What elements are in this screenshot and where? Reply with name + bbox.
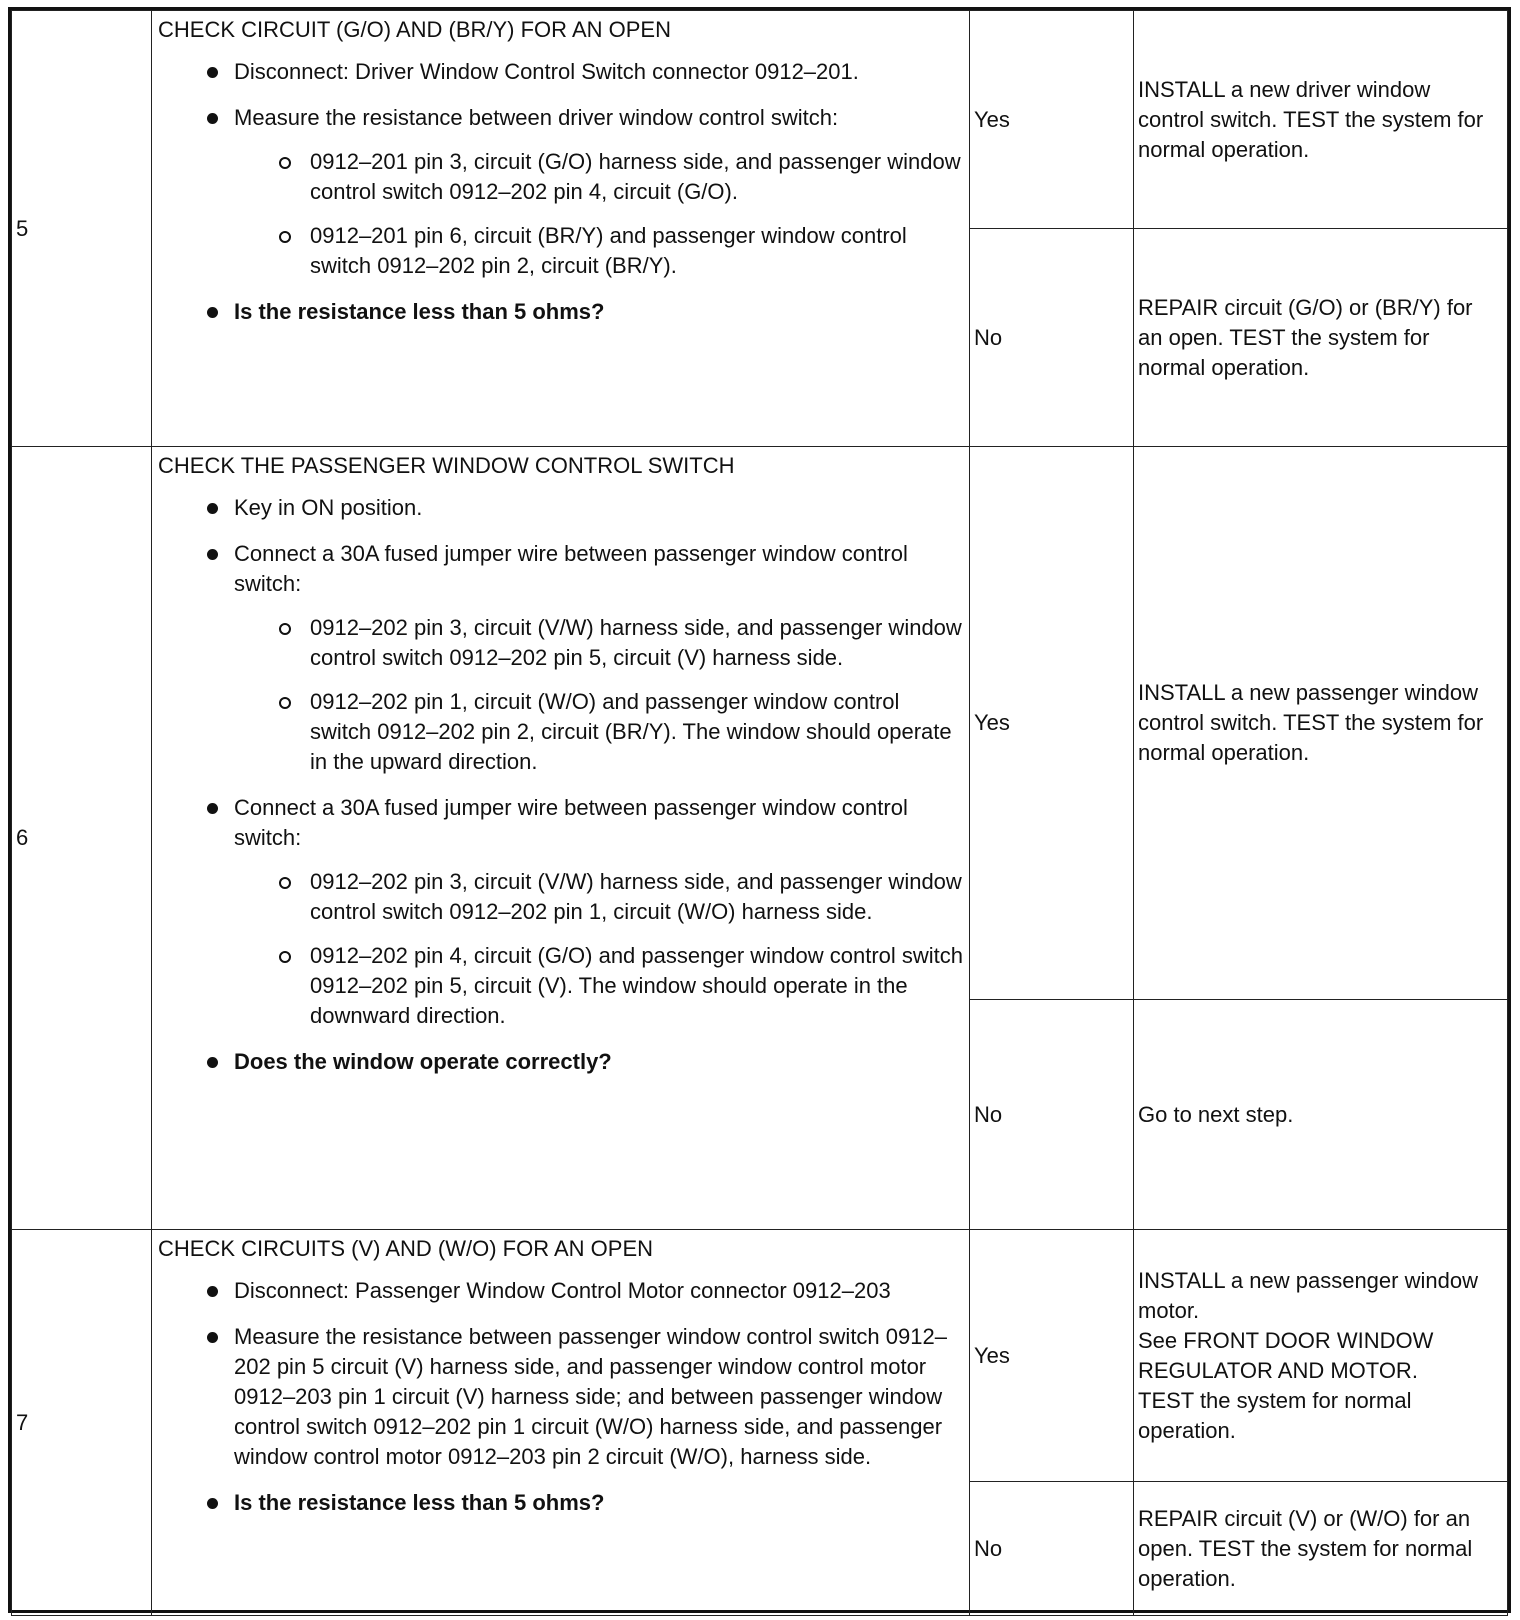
instruction-item [158, 793, 963, 1031]
step-6-row-yes [12, 447, 1508, 1000]
sub-instruction-item: 0912–202 pin 1, circuit (W/O) and passenger window control switch 0912–202 pin 2, circuit (BR/Y). The window should operate in the upward direction. [234, 687, 963, 777]
result-no-label: No [970, 1000, 1134, 1230]
step-question: Is the resistance less than 5 ohms? [158, 1488, 963, 1518]
step-number: 5 [12, 11, 152, 447]
step-procedure [152, 11, 970, 447]
instruction-list [158, 493, 963, 1077]
step-number: 7 [12, 1230, 152, 1616]
sub-instruction-list [234, 147, 963, 281]
instruction-item: Measure the resistance between passenger window control switch 0912–202 pin 5 circuit (V) harness side, and passenger window control motor 0912–203 pin 1 circuit (V) harness side; and between passenger window control switch 0912–202 pin 1 circuit (W/O) harness side, and passenger window control motor 0912–203 pin 2 circuit (W/O), harness side. [158, 1322, 963, 1472]
result-yes-action-line: INSTALL a new passenger window motor. [1138, 1267, 1478, 1323]
sub-instruction-list [234, 613, 963, 777]
instruction-item: Disconnect: Driver Window Control Switch connector 0912–201. [158, 57, 963, 87]
sub-instruction-item: 0912–202 pin 3, circuit (V/W) harness side, and passenger window control switch 0912–202 pin 5, circuit (V) harness side. [234, 613, 963, 673]
result-no-action: REPAIR circuit (G/O) or (BR/Y) for an open. TEST the system for normal operation. [1134, 229, 1508, 447]
step-title: CHECK CIRCUITS (V) AND (W/O) FOR AN OPEN [158, 1236, 654, 1261]
sub-instruction-list [234, 867, 963, 1031]
instruction-text: Measure the resistance between driver window control switch: [234, 105, 839, 130]
instruction-item [158, 103, 963, 281]
result-yes-label: Yes [970, 447, 1134, 1000]
result-no-label: No [970, 229, 1134, 447]
sub-instruction-item: 0912–202 pin 3, circuit (V/W) harness side, and passenger window control switch 0912–202 pin 1, circuit (W/O) harness side. [234, 867, 963, 927]
result-yes-label: Yes [970, 11, 1134, 229]
result-yes-label: Yes [970, 1230, 1134, 1482]
instruction-list [158, 1276, 963, 1518]
instruction-item: Disconnect: Passenger Window Control Motor connector 0912–203 [158, 1276, 963, 1306]
sub-instruction-item: 0912–201 pin 6, circuit (BR/Y) and passenger window control switch 0912–202 pin 2, circuit (BR/Y). [234, 221, 963, 281]
result-no-action: REPAIR circuit (V) or (W/O) for an open. TEST the system for normal operation. [1134, 1482, 1508, 1616]
result-yes-action: INSTALL a new passenger window control switch. TEST the system for normal operation. [1134, 447, 1508, 1000]
instruction-text: Connect a 30A fused jumper wire between passenger window control switch: [234, 795, 908, 850]
step-7-row-yes [12, 1230, 1508, 1482]
result-yes-action [1134, 1230, 1508, 1482]
step-title: CHECK CIRCUIT (G/O) AND (BR/Y) FOR AN OPEN [158, 17, 671, 42]
result-yes-action-line: See FRONT DOOR WINDOW REGULATOR AND MOTOR. [1138, 1327, 1434, 1383]
step-number: 6 [12, 447, 152, 1230]
result-no-label: No [970, 1482, 1134, 1616]
step-5-row-yes [12, 11, 1508, 229]
step-title: CHECK THE PASSENGER WINDOW CONTROL SWITCH [158, 453, 735, 478]
step-question: Is the resistance less than 5 ohms? [158, 297, 963, 327]
diagnostic-table-sheet [8, 7, 1511, 1613]
result-yes-action: INSTALL a new driver window control switch. TEST the system for normal operation. [1134, 11, 1508, 229]
diagnostic-table [11, 10, 1508, 1616]
instruction-item: Key in ON position. [158, 493, 963, 523]
instruction-list [158, 57, 963, 327]
sub-instruction-item: 0912–202 pin 4, circuit (G/O) and passenger window control switch 0912–202 pin 5, circuit (V). The window should operate in the downward direction. [234, 941, 963, 1031]
step-procedure [152, 1230, 970, 1616]
result-yes-action-line: TEST the system for normal operation. [1138, 1387, 1412, 1443]
sub-instruction-item: 0912–201 pin 3, circuit (G/O) harness side, and passenger window control switch 0912–202 pin 4, circuit (G/O). [234, 147, 963, 207]
step-question: Does the window operate correctly? [158, 1047, 963, 1077]
result-no-action: Go to next step. [1134, 1000, 1508, 1230]
instruction-item [158, 539, 963, 777]
instruction-text: Connect a 30A fused jumper wire between passenger window control switch: [234, 541, 908, 596]
step-procedure [152, 447, 970, 1230]
